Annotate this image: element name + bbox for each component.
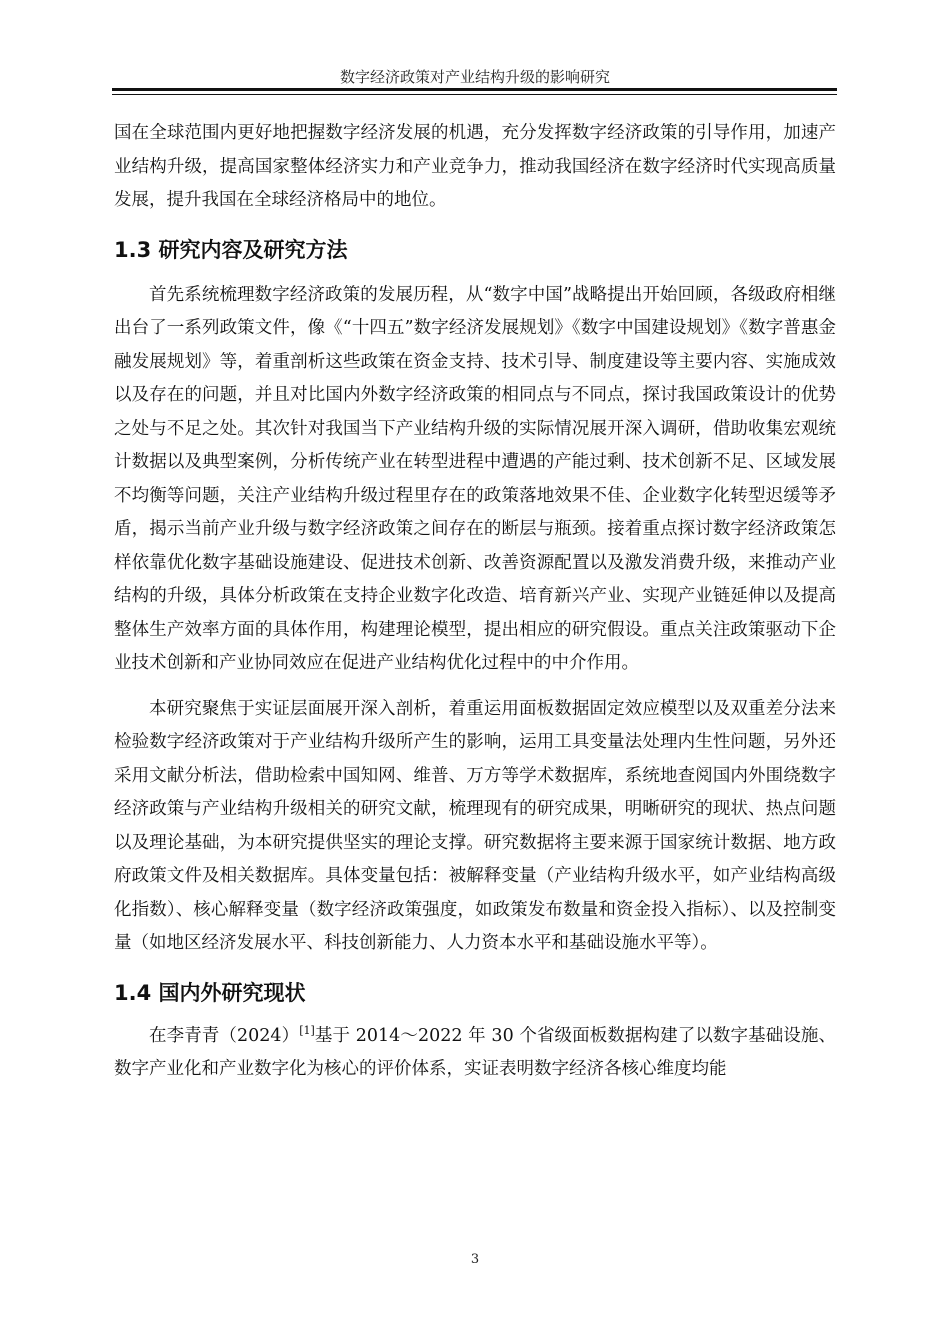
citation-reference[interactable]: [1] (299, 1023, 315, 1037)
paragraph-intro-continuation: 国在全球范围内更好地把握数字经济发展的机遇，充分发挥数字经济政策的引导作用，加速产业结构升级，提高国家整体经济实力和产业竞争力，推动我国经济在数字经济时代实现高质量发展，提升我国在全球经济格局中的地位。 (114, 123, 836, 210)
section-heading-1-3: 1.3 研究内容及研究方法 (114, 237, 348, 262)
page-number: 3 (470, 1252, 480, 1267)
header-rule-thick (112, 88, 837, 91)
page-body (114, 117, 836, 1087)
section-heading-1-4: 1.4 国内外研究现状 (114, 980, 306, 1005)
literature-text-rest: 基于 2014～2022 年 30 个省级面板数据构建了以数字基础设施、数字产业化和产业数字化为核心的评价体系，实证表明数字经济各核心维度均能 (114, 1025, 836, 1079)
paragraph-research-content: 首先系统梳理数字经济政策的发展历程，从“数字中国”战略提出开始回顾，各级政府相继出台了一系列政策文件，像《“十四五”数字经济发展规划》《数字中国建设规划》《数字普惠金融发展规划》等，着重剖析这些政策在资金支持、技术引导、制度建设等主要内容、实施成效以及存在的问题，并且对比国内外数字经济政策的相同点与不同点，探讨我国政策设计的优势之处与不足之处。其次针对我国当下产业结构升级的实际情况展开深入调研，借助收集宏观统计数据以及典型案例，分析传统产业在转型进程中遭遇的产能过剩、技术创新不足、区域发展不均衡等问题，关注产业结构升级过程里存在的政策落地效果不佳、企业数字化转型迟缓等矛盾，揭示当前产业升级与数字经济政策之间存在的断层与瓶颈。接着重点探讨数字经济政策怎样依靠优化数字基础设施建设、促进技术创新、改善资源配置以及激发消费升级，来推动产业结构的升级，具体分析政策在支持企业数字化改造、培育新兴产业、实现产业链延伸以及提高整体生产效率方面的具体作用，构建理论模型，提出相应的研究假设。重点关注政策驱动下企业技术创新和产业协同效应在促进产业结构优化过程中的中介作用。 (114, 284, 836, 673)
running-header: 数字经济政策对产业结构升级的影响研究 (339, 68, 610, 86)
header-rule-thin (112, 94, 837, 95)
paragraph-research-methods: 本研究聚焦于实证层面展开深入剖析，着重运用面板数据固定效应模型以及双重差分法来检验数字经济政策对于产业结构升级所产生的影响，运用工具变量法处理内生性问题，另外还采用文献分析法，借助检索中国知网、维普、万方等学术数据库，系统地查阅国内外围绕数字经济政策与产业结构升级相关的研究文献，梳理现有的研究成果，明晰研究的现状、热点问题以及理论基础，为本研究提供坚实的理论支撑。研究数据将主要来源于国家统计数据、地方政府政策文件及相关数据库。具体变量包括：被解释变量（产业结构升级水平，如产业结构高级化指数）、核心解释变量（数字经济政策强度，如政策发布数量和资金投入指标）、以及控制变量（如地区经济发展水平、科技创新能力、人力资本水平和基础设施水平等）。 (114, 698, 836, 953)
literature-text-start: 在李青青（2024） (149, 1025, 300, 1046)
paragraph-literature-review (114, 1020, 836, 1087)
